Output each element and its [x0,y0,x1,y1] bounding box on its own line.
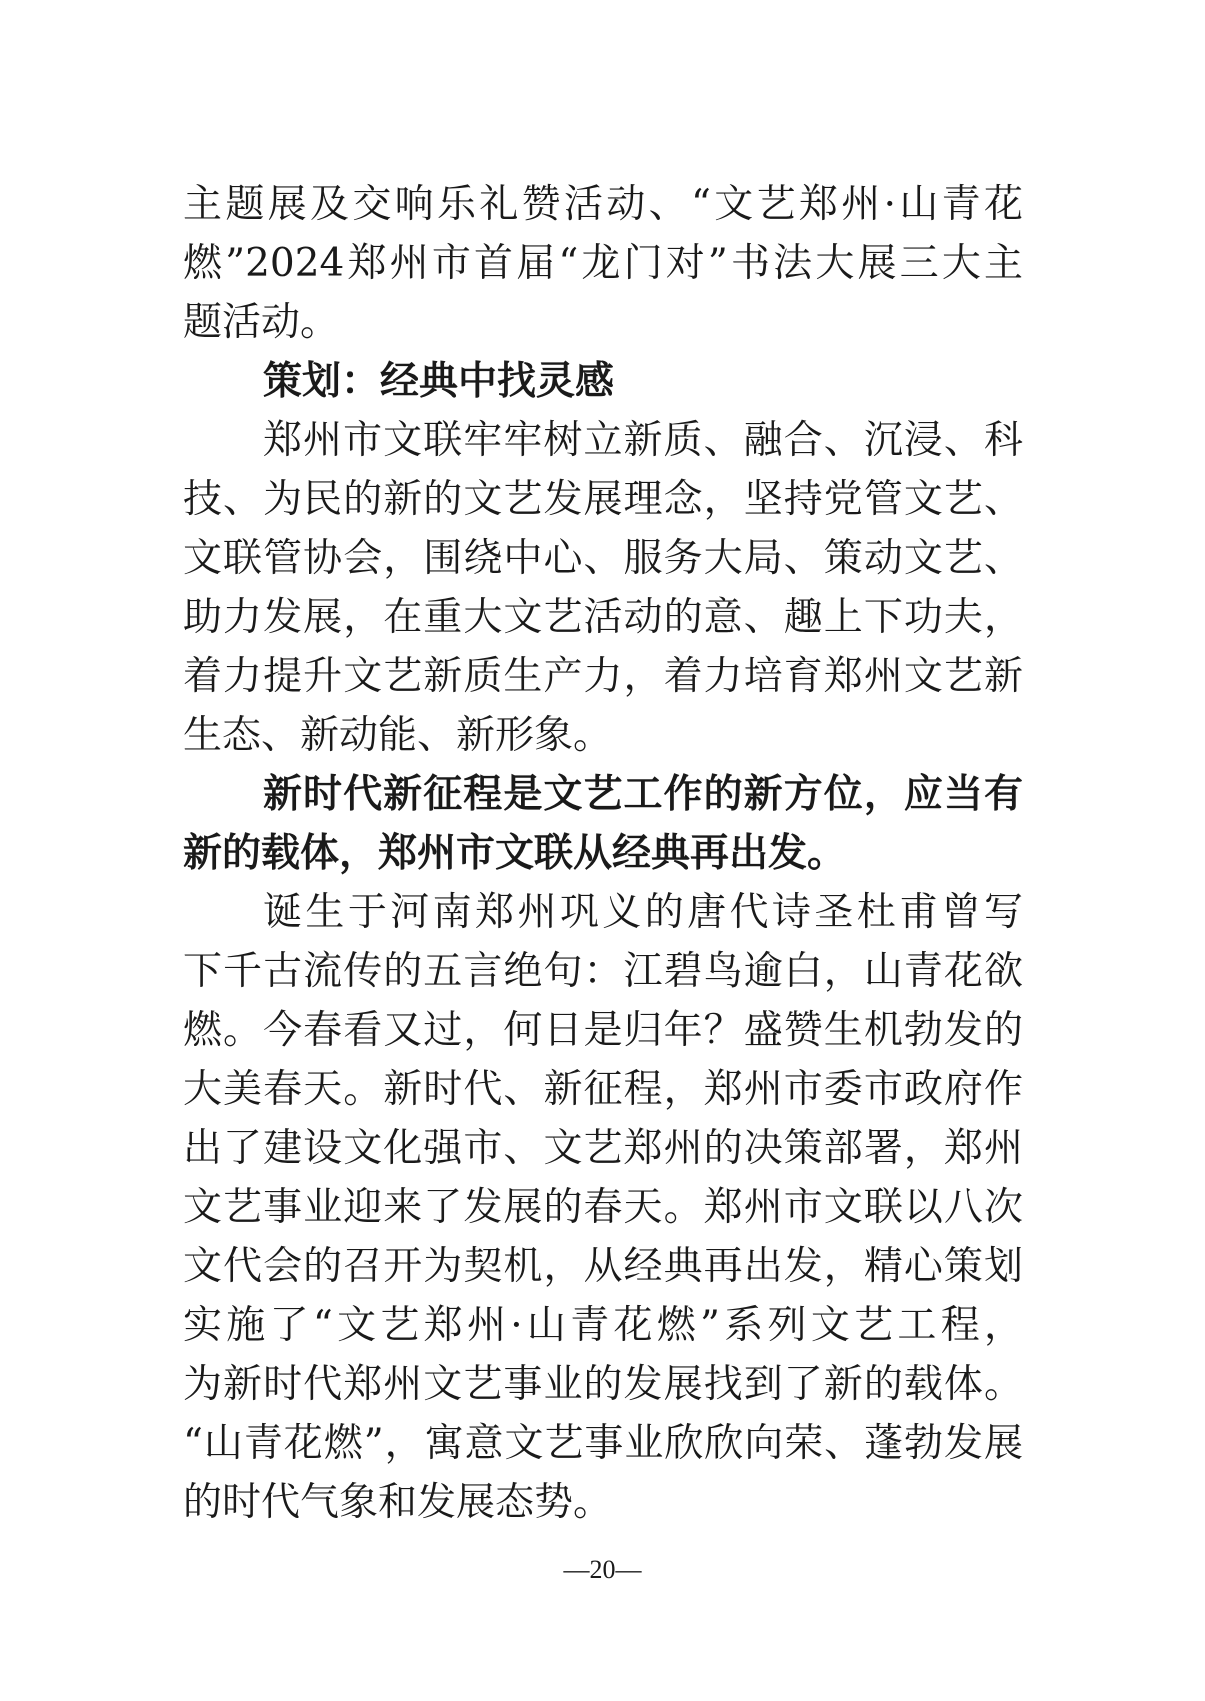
text-line: 文艺事业迎来了发展的春天。郑州市文联以八次 [183,1185,1023,1230]
paragraph-1 [183,175,1023,352]
page-number: —20— [563,1555,642,1584]
text-line: 生态、新动能、新形象。 [183,713,613,758]
text-line: 下千古流传的五言绝句：江碧鸟逾白，山青花欲 [183,949,1023,994]
text-line: 主题展及交响乐礼赞活动、“文艺郑州·山青花 [183,182,1023,227]
paragraph-2 [183,411,1023,765]
text-line: “山青花燃”，寓意文艺事业欣欣向荣、蓬勃发展 [183,1421,1023,1466]
text-line: 技、为民的新的文艺发展理念，坚持党管文艺、 [183,477,1023,522]
paragraph-emphasis [183,765,1023,883]
text-line: 燃。今春看又过，何日是归年？盛赞生机勃发的 [183,1008,1023,1053]
document-page [183,175,1023,1532]
text-line: 着力提升文艺新质生产力，着力培育郑州文艺新 [183,654,1023,699]
text-line: 文联管协会，围绕中心、服务大局、策动文艺、 [183,536,1023,581]
section-heading: 策划：经典中找灵感 [263,359,615,404]
text-line: 新的载体，郑州市文联从经典再出发。 [183,830,847,876]
text-line: 诞生于河南郑州巩义的唐代诗圣杜甫曾写 [263,890,1023,935]
text-line: 燃”2024郑州市首届“龙门对”书法大展三大主 [183,241,1023,286]
text-line: 的时代气象和发展态势。 [183,1480,613,1525]
paragraph-4 [183,883,1023,1532]
text-line: 为新时代郑州文艺事业的发展找到了新的载体。 [183,1362,1023,1407]
text-line: 出了建设文化强市、文艺郑州的决策部署，郑州 [183,1126,1023,1171]
text-line: 题活动。 [183,300,340,345]
text-line: 助力发展，在重大文艺活动的意、趣上下功夫， [183,595,1023,640]
text-line: 新时代新征程是文艺工作的新方位，应当有 [263,771,1023,817]
text-line: 实施了“文艺郑州·山青花燃”系列文艺工程， [183,1303,1023,1348]
text-line: 郑州市文联牢牢树立新质、融合、沉浸、科 [263,418,1023,463]
text-line: 大美春天。新时代、新征程，郑州市委市政府作 [183,1067,1023,1112]
text-line: 文代会的召开为契机，从经典再出发，精心策划 [183,1244,1023,1289]
